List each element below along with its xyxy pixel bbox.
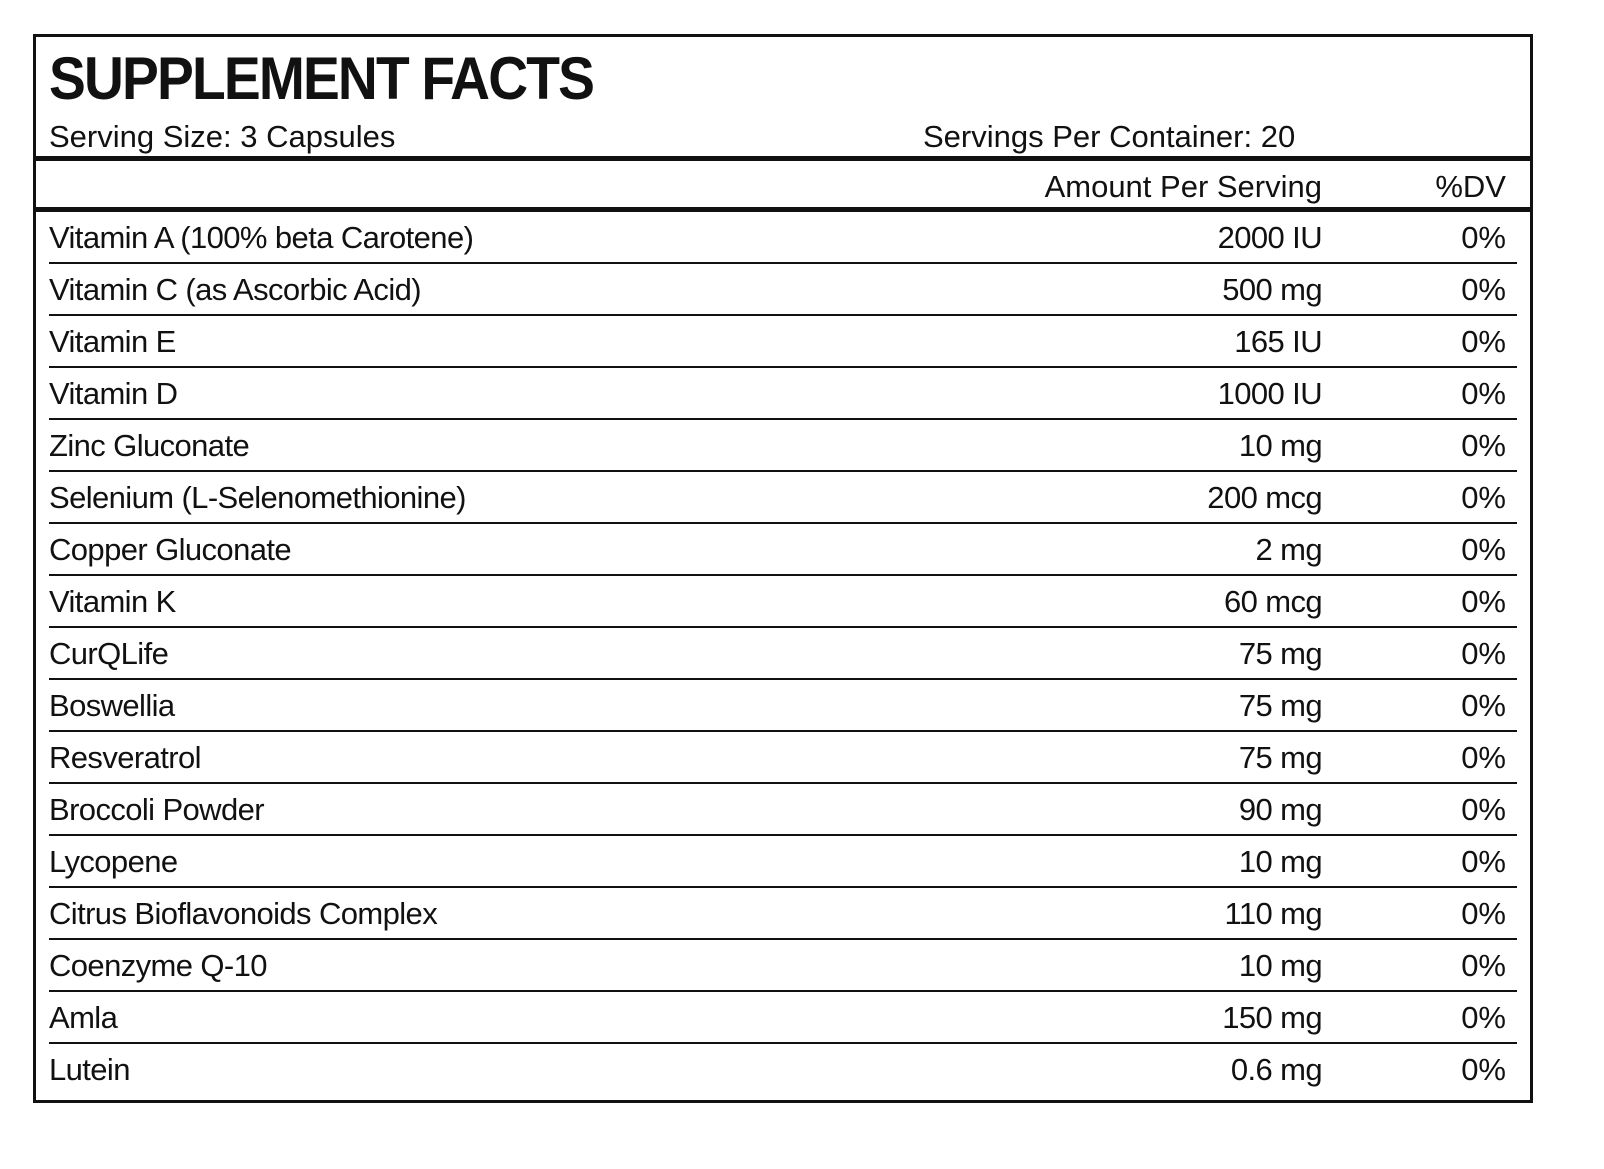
- ingredient-dv: 0%: [1461, 532, 1506, 567]
- ingredient-dv: 0%: [1461, 584, 1506, 619]
- ingredient-name: Vitamin C (as Ascorbic Acid): [49, 272, 421, 307]
- table-row: [36, 628, 1530, 680]
- ingredient-amount: 165 IU: [1234, 324, 1322, 359]
- ingredient-name: Selenium (L-Selenomethionine): [49, 480, 466, 515]
- divider-thick-top: [36, 156, 1530, 161]
- ingredient-name: Vitamin E: [49, 324, 176, 359]
- ingredient-amount: 2000 IU: [1217, 220, 1322, 255]
- ingredient-amount: 75 mg: [1238, 688, 1322, 723]
- ingredient-dv: 0%: [1461, 480, 1506, 515]
- table-row: [36, 368, 1530, 420]
- ingredient-name: Vitamin D: [49, 376, 178, 411]
- table-row: [36, 524, 1530, 576]
- serving-size: Serving Size: 3 Capsules: [49, 119, 396, 154]
- ingredient-dv: 0%: [1461, 428, 1506, 463]
- table-row: [36, 264, 1530, 316]
- ingredient-dv: 0%: [1461, 272, 1506, 307]
- ingredient-amount: 90 mg: [1238, 792, 1322, 827]
- ingredient-dv: 0%: [1461, 792, 1506, 827]
- table-row: [36, 940, 1530, 992]
- ingredient-dv: 0%: [1461, 948, 1506, 983]
- table-row: [36, 576, 1530, 628]
- ingredient-dv: 0%: [1461, 376, 1506, 411]
- table-row: [36, 316, 1530, 368]
- ingredient-amount: 75 mg: [1238, 740, 1322, 775]
- ingredient-name: Citrus Bioflavonoids Complex: [49, 896, 438, 931]
- ingredient-name: Broccoli Powder: [49, 792, 264, 827]
- ingredient-amount: 10 mg: [1238, 844, 1322, 879]
- ingredient-dv: 0%: [1461, 844, 1506, 879]
- ingredient-dv: 0%: [1461, 688, 1506, 723]
- ingredient-name: Lutein: [49, 1052, 130, 1087]
- ingredient-amount: 200 mcg: [1207, 480, 1322, 515]
- ingredient-amount: 150 mg: [1222, 1000, 1322, 1035]
- table-row: [36, 212, 1530, 264]
- ingredient-dv: 0%: [1461, 220, 1506, 255]
- table-row: [36, 420, 1530, 472]
- supplement-facts-panel: [33, 34, 1533, 1103]
- ingredient-name: CurQLife: [49, 636, 169, 671]
- ingredient-name: Lycopene: [49, 844, 178, 879]
- ingredient-name: Vitamin K: [49, 584, 176, 619]
- ingredient-amount: 10 mg: [1238, 948, 1322, 983]
- ingredient-list: [36, 212, 1530, 1096]
- ingredient-dv: 0%: [1461, 1052, 1506, 1087]
- table-row: [36, 992, 1530, 1044]
- servings-per-container: Servings Per Container: 20: [923, 119, 1296, 154]
- ingredient-name: Zinc Gluconate: [49, 428, 250, 463]
- ingredient-name: Copper Gluconate: [49, 532, 292, 567]
- ingredient-name: Boswellia: [49, 688, 175, 723]
- ingredient-amount: 75 mg: [1238, 636, 1322, 671]
- table-row: [36, 472, 1530, 524]
- ingredient-amount: 60 mcg: [1223, 584, 1322, 619]
- table-row: [36, 888, 1530, 940]
- ingredient-amount: 0.6 mg: [1230, 1052, 1322, 1087]
- ingredient-amount: 1000 IU: [1217, 376, 1322, 411]
- ingredient-name: Vitamin A (100% beta Carotene): [49, 220, 474, 255]
- header-amount-per-serving: Amount Per Serving: [1044, 169, 1322, 204]
- table-row: [36, 784, 1530, 836]
- ingredient-dv: 0%: [1461, 1000, 1506, 1035]
- header-percent-dv: %DV: [1435, 169, 1506, 204]
- ingredient-dv: 0%: [1461, 636, 1506, 671]
- ingredient-amount: 10 mg: [1238, 428, 1322, 463]
- ingredient-amount: 2 mg: [1255, 532, 1322, 567]
- ingredient-dv: 0%: [1461, 740, 1506, 775]
- ingredient-name: Resveratrol: [49, 740, 201, 775]
- table-row: [36, 836, 1530, 888]
- ingredient-name: Amla: [49, 1000, 118, 1035]
- table-row: [36, 680, 1530, 732]
- ingredient-amount: 500 mg: [1222, 272, 1322, 307]
- ingredient-name: Coenzyme Q-10: [49, 948, 267, 983]
- ingredient-amount: 110 mg: [1224, 896, 1322, 931]
- ingredient-dv: 0%: [1461, 324, 1506, 359]
- table-row: [36, 1044, 1530, 1096]
- panel-title: SUPPLEMENT FACTS: [49, 45, 594, 112]
- ingredient-dv: 0%: [1461, 896, 1506, 931]
- table-row: [36, 732, 1530, 784]
